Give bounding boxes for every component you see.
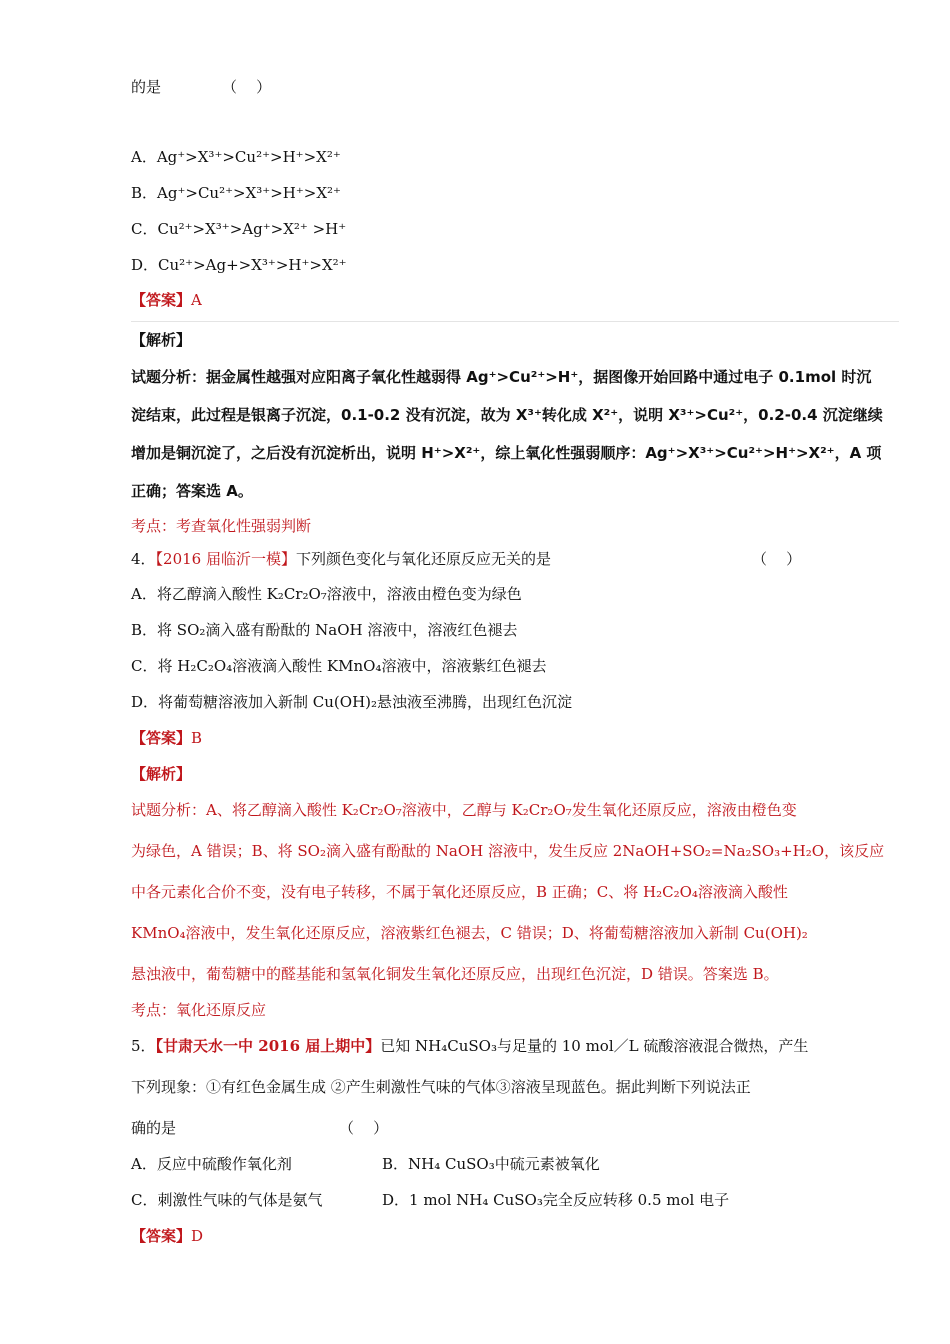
q5-answer-label: 【答案】 — [131, 1227, 192, 1245]
q5-stem-line-1 — [131, 1035, 808, 1057]
q3-analysis-line-3: 增加是铜沉淀了，之后没有沉淀析出，说明 H⁺>X²⁺，综上氧化性强弱顺序：Ag⁺>X³⁺>Cu²⁺>H⁺>X²⁺，A 项 — [131, 444, 882, 462]
q4-answer-value: B — [191, 729, 203, 747]
q3-answer-label: 【答案】 — [131, 291, 192, 309]
q4-analysis-line-3: 中各元素化合价不变，没有电子转移，不属于氧化还原反应，B 正确；C、将 H₂C₂O₄溶液滴入酸性 — [131, 883, 788, 901]
q3-option-a: A．Ag⁺>X³⁺>Cu²⁺>H⁺>X²⁺ — [131, 148, 341, 166]
q4-option-b: B．将 SO₂滴入盛有酚酞的 NaOH 溶液中，溶液红色褪去 — [131, 621, 518, 639]
q4-analysis-line-4: KMnO₄溶液中，发生氧化还原反应，溶液紫红色褪去，C 错误；D、将葡萄糖溶液加入新制 Cu(OH)₂ — [131, 924, 808, 942]
q3-option-c: C．Cu²⁺>X³⁺>Ag⁺>X²⁺ >H⁺ — [131, 220, 347, 238]
q5-answer — [131, 1225, 203, 1247]
q4-analysis-line-1: 试题分析：A、将乙醇滴入酸性 K₂Cr₂O₇溶液中，乙醇与 K₂Cr₂O₇发生氧化还原反应，溶液由橙色变 — [131, 801, 797, 819]
q3-answer-value: A — [191, 291, 202, 309]
q3-analysis-label: 【解析】 — [131, 331, 192, 349]
q4-source: 【2016 届临沂一模】 — [155, 550, 296, 568]
q3-answer — [131, 289, 202, 311]
q4-answer-label: 【答案】 — [131, 729, 192, 747]
q3-analysis-line-4: 正确；答案选 A。 — [131, 482, 253, 500]
q4-point: 考点：氧化还原反应 — [131, 1001, 267, 1019]
q5-option-c: C．刺激性气味的气体是氨气 — [131, 1191, 323, 1209]
q4-option-d: D．将葡萄糖溶液加入新制 Cu(OH)₂悬浊液至沸腾，出现红色沉淀 — [131, 693, 573, 711]
q3-option-b: B．Ag⁺>Cu²⁺>X³⁺>H⁺>X²⁺ — [131, 184, 341, 202]
q4-paren: （ ） — [752, 550, 802, 568]
q3-option-d: D．Cu²⁺>Ag+>X³⁺>H⁺>X²⁺ — [131, 256, 347, 274]
q3-analysis-line-2: 淀结束，此过程是银离子沉淀，0.1-0.2 没有沉淀，故为 X³⁺转化成 X²⁺，说明 X³⁺>Cu²⁺，0.2-0.4 沉淀继续 — [131, 406, 883, 424]
q5-paren: （ ） — [339, 1119, 389, 1137]
q5-number: 5． — [131, 1037, 156, 1055]
q4-analysis-line-5: 悬浊液中，葡萄糖中的醛基能和氢氧化铜发生氧化还原反应，出现红色沉淀，D 错误。答案选 B。 — [131, 965, 779, 983]
q4-stem — [131, 548, 551, 570]
q5-stem-text-1: 已知 NH₄CuSO₃与足量的 10 mol／L 硫酸溶液混合微热，产生 — [380, 1037, 809, 1055]
q4-number: 4． — [131, 550, 156, 568]
q3-paren: （ ） — [222, 78, 272, 96]
q3-stem-end: 的是 — [131, 78, 162, 96]
q4-stem-text: 下列颜色变化与氧化还原反应无关的是 — [296, 550, 552, 568]
q5-option-a: A．反应中硫酸作氧化剂 — [131, 1155, 292, 1173]
q4-option-c: C．将 H₂C₂O₄溶液滴入酸性 KMnO₄溶液中，溶液紫红色褪去 — [131, 657, 547, 675]
q5-option-d: D．1 mol NH₄ CuSO₃完全反应转移 0.5 mol 电子 — [382, 1191, 730, 1209]
divider — [131, 321, 899, 322]
q5-option-b: B．NH₄ CuSO₃中硫元素被氧化 — [382, 1155, 600, 1173]
q5-stem-line-2: 下列现象：①有红色金属生成 ②产生刺激性气味的气体③溶液呈现蓝色。据此判断下列说法正 — [131, 1078, 751, 1096]
q3-point: 考点：考查氧化性强弱判断 — [131, 517, 312, 535]
q5-answer-value: D — [191, 1227, 204, 1245]
q3-analysis-line-1: 试题分析：据金属性越强对应阳离子氧化性越弱得 Ag⁺>Cu²⁺>H⁺，据图像开始回路中通过电子 0.1mol 时沉 — [131, 368, 872, 386]
q5-stem-line-3: 确的是 — [131, 1119, 177, 1137]
q4-option-a: A．将乙醇滴入酸性 K₂Cr₂O₇溶液中，溶液由橙色变为绿色 — [131, 585, 522, 603]
q4-analysis-line-2: 为绿色，A 错误；B、将 SO₂滴入盛有酚酞的 NaOH 溶液中，发生反应 2NaOH+SO₂=Na₂SO₃+H₂O，该反应 — [131, 842, 885, 860]
q4-analysis-label: 【解析】 — [131, 765, 192, 783]
q5-source: 【甘肃天水一中 2016 届上期中】 — [155, 1037, 381, 1055]
q4-answer — [131, 727, 202, 749]
